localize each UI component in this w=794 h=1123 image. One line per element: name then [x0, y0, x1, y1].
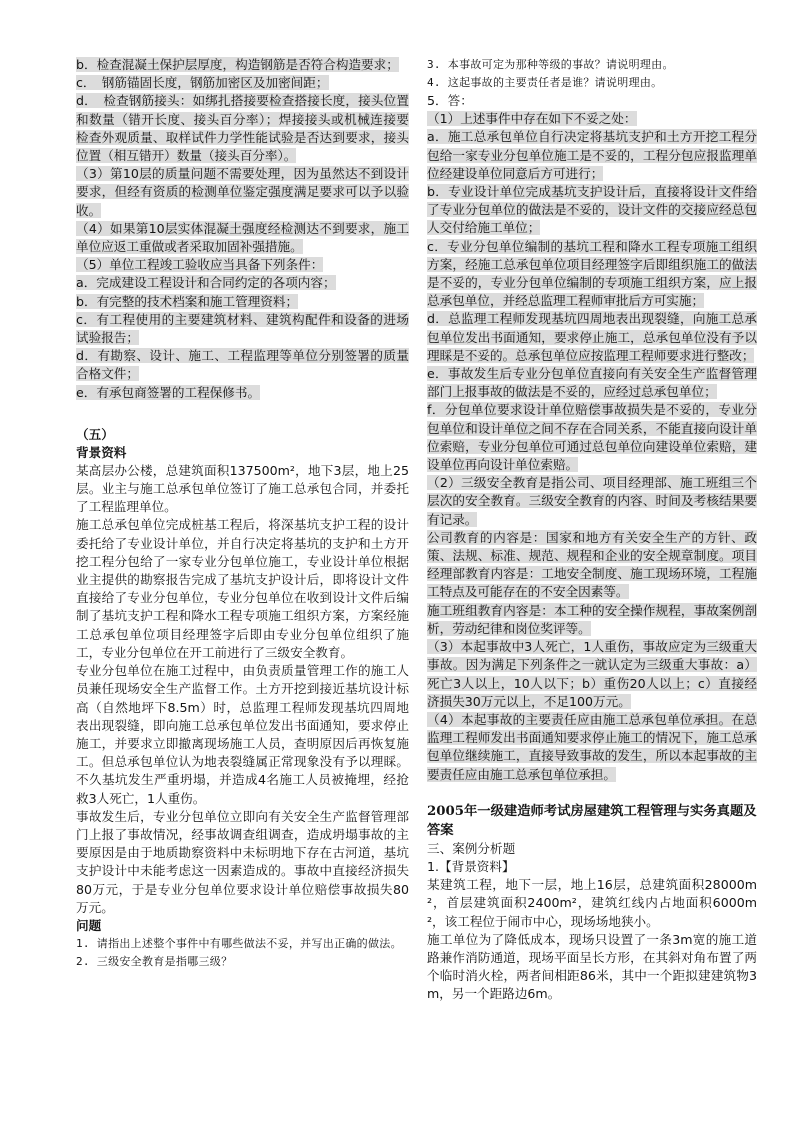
background-paragraph: 施工单位为了降低成本，现场只设置了一条3m宽的施工道路兼作消防通道，现场平面呈长方形，在其斜对角布置了两个临时消火栓，两者间相距86米，其中一个距拟建建筑物3m，另一个距路边6m。	[427, 931, 757, 1002]
questions-heading: 问题	[76, 917, 102, 933]
background-paragraph: 专业分包单位在施工过程中，由负责质量管理工作的施工人员兼任现场安全生产监督工作。土方开挖到接近基坑设计标高（自然地坪下8.5m）时，总监理工程师发现基坑四周地表出现裂缝，即向施工总承包单位发出书面通知，要求停止施工，并要求立即撤离现场施工人员，查明原因后再恢复施工。但总承包单位认为地表裂缝属正常现象没有予以理睬。不久基坑发生严重坍塌，并造成4名施工人员被掩埋，经抢救3人死亡，1人重伤。	[76, 663, 409, 806]
answer-item: （2）三级安全教育是指公司、项目经理部、施工班组三个层次的安全教育。三级安全教育的内容、时间及考核结果要有记录。	[427, 475, 757, 527]
answer-item: （1）上述事件中存在如下不妥之处：	[427, 111, 637, 127]
answer-item: a．施工总承包单位自行决定将基坑支护和土方开挖工程分包给一家专业分包单位施工是不妥的，工程分包应报监理单位经建设单位同意后方可进行；	[427, 129, 757, 181]
question-item: 3. 本事故可定为那种等级的事故？请说明理由。	[427, 58, 674, 71]
answers	[427, 92, 757, 784]
question-item: 4. 这起事故的主要责任者是谁？请说明理由。	[427, 76, 663, 89]
answer-heading: 5．答：	[427, 93, 473, 108]
answer-item: c．专业分包单位编制的基坑工程和降水工程专项施工组织方案，经施工总承包单位项目经理签字后即组织施工的做法是不妥的，专业分包单位编制的专项施工组织方案，应上报总承包单位，并经总监理工程师审批后方可实施；	[427, 238, 757, 309]
answer-item: d． 检查钢筋接头：如绑扎搭接要检查搭接长度，接头位置和数量（错开长度、接头百分率）；焊接接头或机械连接要检查外观质量、取样试件力学性能试验是否达到要求，接头位置（相互错开）数量（接头百分率）。	[76, 93, 409, 164]
background-heading: 1.【背景资料】	[427, 858, 515, 874]
background-paragraph: 事故发生后，专业分包单位立即向有关安全生产监督管理部门上报了事故情况，经事故调查组调查，造成坍塌事故的主要原因是由于地质勘察资料中未标明地下存在古河道，基坑支护设计中未能考虑这一因素造成的。事故中直接经济损失80万元，于是专业分包单位要求设计单位赔偿事故损失80万元。	[76, 808, 409, 915]
left-column	[76, 56, 409, 971]
background-paragraph: 某高层办公楼，总建筑面积137500m²，地下3层，地上25层。业主与施工总承包单位签订了施工总承包合同，并委托了工程监理单位。	[76, 462, 409, 515]
answer-item: b．检查混凝土保护层厚度，构造钢筋是否符合构造要求；	[76, 57, 399, 72]
left-top-answers	[76, 56, 409, 402]
case-heading: 三、案例分析题	[427, 840, 516, 856]
answer-item: d．有勘察、设计、施工、工程监理等单位分别签署的质量合格文件；	[76, 348, 409, 382]
answer-item: b．有完整的技术档案和施工管理资料；	[76, 293, 299, 309]
exam-title: 2005年一级建造师考试房屋建筑工程管理与实务真题及答案	[427, 803, 757, 838]
answer-item: （4）如果第10层实体混凝土强度经检测达不到要求，施工单位应返工重做或者采取加固补强措施。	[76, 220, 409, 255]
question-item: 1. 请指出上述整个事件中有哪些做法不妥，并写出正确的做法。	[76, 936, 402, 950]
answer-item: d．总监理工程师发现基坑四周地表出现裂缝，向施工总承包单位发出书面通知，要求停止施工，总承包单位没有予以理睬是不妥的。总承包单位应按监理工程师要求进行整改；	[427, 311, 757, 363]
question-item: 2. 三级安全教育是指哪三级？	[76, 954, 233, 968]
section-five	[76, 426, 409, 971]
section-heading: （五）	[76, 426, 114, 442]
answer-item: c． 钢筋锚固长度，钢筋加密区及加密间距；	[76, 75, 329, 91]
answer-item: e．有承包商签署的工程保修书。	[76, 384, 261, 400]
right-column	[427, 56, 757, 1004]
answer-item: a．完成建设工程设计和合同约定的各项内容；	[76, 275, 336, 291]
answer-item: （3）本起事故中3人死亡，1人重伤，事故应定为三级重大事故。因为满足下列条件之一就认定为三级重大事故：a）死亡3人以上，10人以下；b）重伤20人以上；c）直接经济损失30万元以上，不足100万元。	[427, 639, 757, 709]
background-heading: 背景资料	[76, 444, 127, 460]
background-paragraph: 某建筑工程，地下一层，地上16层，总建筑面积28000m²，首层建筑面积2400m²，建筑红线内占地面积6000m²，该工程位于闹市中心，现场场地狭小。	[427, 877, 757, 929]
answer-item: 施工班组教育内容是：本工种的安全操作规程，事故案例剖析，劳动纪律和岗位奖评等。	[427, 602, 757, 636]
answer-item: （3）第10层的质量问题不需要处理，因为虽然达不到设计要求，但经有资质的检测单位鉴定强度满足要求可以予以验收。	[76, 166, 409, 218]
answer-item: （4）本起事故的主要责任应由施工总承包单位承担。在总监理工程师发出书面通知要求停止施工的情况下，施工总承包单位继续施工，直接导致事故的发生，所以本起事故的主要责任应由施工总承包单位承担。	[427, 711, 757, 782]
answer-item: （5）单位工程竣工验收应当具备下列条件：	[76, 257, 324, 273]
answer-item: b．专业设计单位完成基坑支护设计后，直接将设计文件给了专业分包单位的做法是不妥的，设计文件的交接应经总包人交付给施工单位；	[427, 184, 757, 236]
answer-item: f．分包单位要求设计单位赔偿事故损失是不妥的，专业分包单位和设计单位之间不存在合同关系，不能直接向设计单位索赔，专业分包单位可通过总包单位向建设单位索赔，建设单位再向设计单位索赔。	[427, 402, 757, 473]
answer-item: c．有工程使用的主要建筑材料、建筑构配件和设备的进场试验报告；	[76, 311, 409, 346]
answer-item: 公司教育的内容是：国家和地方有关安全生产的方针、政策、法规、标准、规范、规程和企业的安全规章制度。项目经理部教育内容是：工地安全制度、施工现场环境，工程施工特点及可能存在的不安全因素等。	[427, 529, 757, 600]
background-paragraph: 施工总承包单位完成桩基工程后，将深基坑支护工程的设计委托给了专业设计单位，并自行决定将基坑的支护和土方开挖工程分包给了一家专业分包单位施工，专业设计单位根据业主提供的勘察报告完成了基坑支护设计后，即将设计文件直接给了专业分包单位，专业分包单位在收到设计文件后编制了基坑支护工程和降水工程专项施工组织方案，方案经施工总承包单位项目经理签字后即由专业分包单位组织了施工，专业分包单位在开工前进行了三级安全教育。	[76, 517, 409, 660]
answer-item: e．事故发生后专业分包单位直接向有关安全生产监督管理部门上报事故的做法是不妥的，应经过总承包单位；	[427, 366, 757, 400]
